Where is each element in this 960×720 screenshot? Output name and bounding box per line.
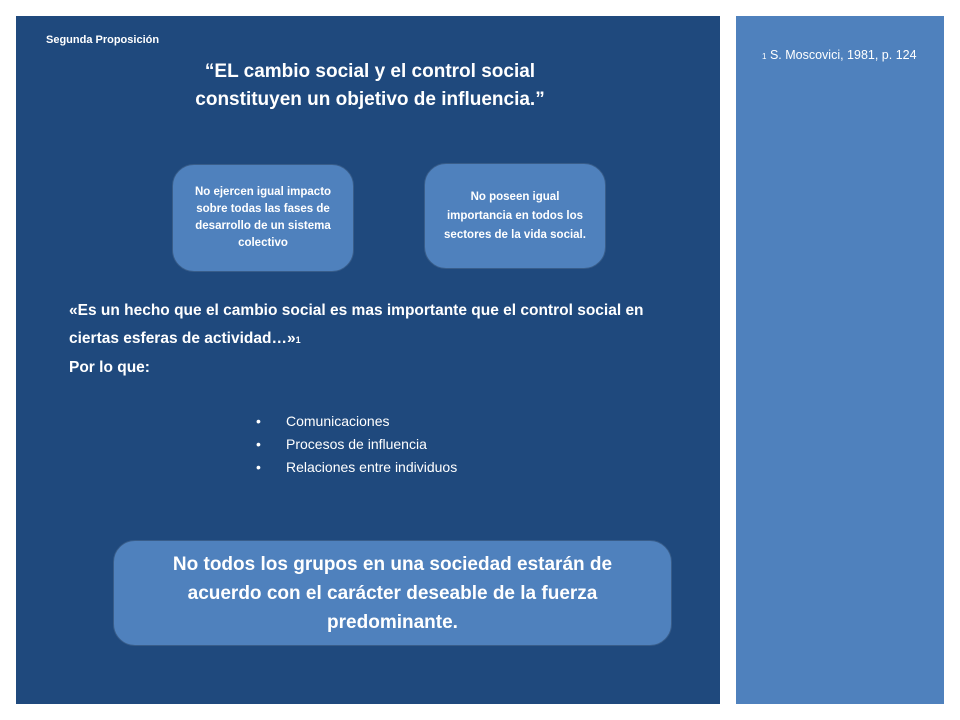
- quote-text: «Es un hecho que el cambio social es mas importante que el control social en ciertas esferas de actividad…»: [69, 302, 644, 347]
- importance-box-text: No poseen igual importancia en todos los sectores de la vida social.: [444, 190, 586, 241]
- impact-box-text: No ejercen igual impacto sobre todas las fases de desarrollo de un sistema colectivo: [194, 186, 332, 249]
- slide-label: Segunda Proposición: [46, 34, 160, 46]
- quote-footnote-ref: 1: [295, 335, 301, 345]
- importance-box: [424, 163, 606, 269]
- footnote-number: 1: [762, 52, 767, 61]
- bullet-list: [256, 410, 457, 479]
- footnote-text: S. Moscovici, 1981, p. 124: [769, 48, 917, 62]
- quote-block: [69, 297, 666, 382]
- footnote: [762, 47, 932, 65]
- side-panel: [736, 16, 944, 704]
- slide-title: “EL cambio social y el control social constituyen un objetivo de influencia.”: [195, 61, 545, 110]
- list-item: • Comunicaciones: [256, 410, 457, 433]
- impact-box: [172, 164, 354, 272]
- conclusion-lead: Por lo que:: [69, 359, 150, 376]
- conclusion-box: [113, 540, 672, 646]
- bullet-icon: •: [256, 459, 261, 475]
- bullet-icon: •: [256, 413, 261, 429]
- list-item: • Relaciones entre individuos: [256, 456, 457, 479]
- bullet-icon: •: [256, 436, 261, 452]
- conclusion-box-text: No todos los grupos en una sociedad estarán de acuerdo con el carácter deseable de la fuerza predominante.: [172, 553, 613, 633]
- list-item: • Procesos de influencia: [256, 433, 457, 456]
